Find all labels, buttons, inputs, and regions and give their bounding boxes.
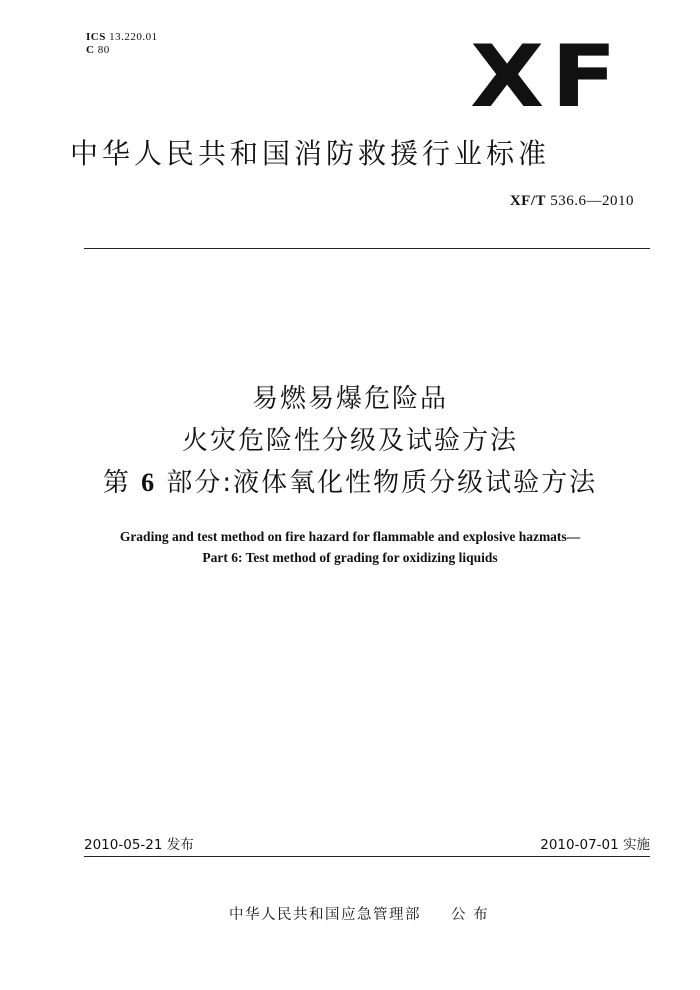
english-title-line-2: Part 6: Test method of grading for oxidizing liquids: [202, 550, 498, 565]
issuer-name: 中华人民共和国应急管理部: [229, 907, 421, 923]
xf-logo: XF: [470, 27, 624, 127]
top-divider: [84, 248, 650, 249]
organization-title: 中华人民共和国消防救援行业标准: [70, 137, 551, 170]
issuer-action: 公 布: [451, 907, 490, 923]
classification-codes: [86, 31, 158, 57]
implementation-date: 2010-07-01 实施: [540, 837, 650, 853]
title-line-2: 火灾危险性分级及试验方法: [181, 426, 518, 456]
english-title-line-1: Grading and test method on fire hazard for flammable and explosive hazmats—: [119, 529, 581, 544]
bottom-divider: [84, 856, 650, 857]
standard-number: XF/T 536.6—2010: [509, 193, 634, 209]
ics-code: ICS 13.220.01: [86, 31, 158, 43]
english-title: [50, 526, 650, 568]
title-line-3: 第 6 部分:液体氧化性物质分级试验方法: [102, 468, 598, 498]
title-line-1: 易燃易爆危险品: [251, 384, 448, 414]
chinese-title: [50, 378, 650, 504]
issue-date: 2010-05-21 发布: [84, 837, 194, 853]
issuer: [229, 905, 489, 925]
ccs-code: C 80: [86, 44, 110, 56]
